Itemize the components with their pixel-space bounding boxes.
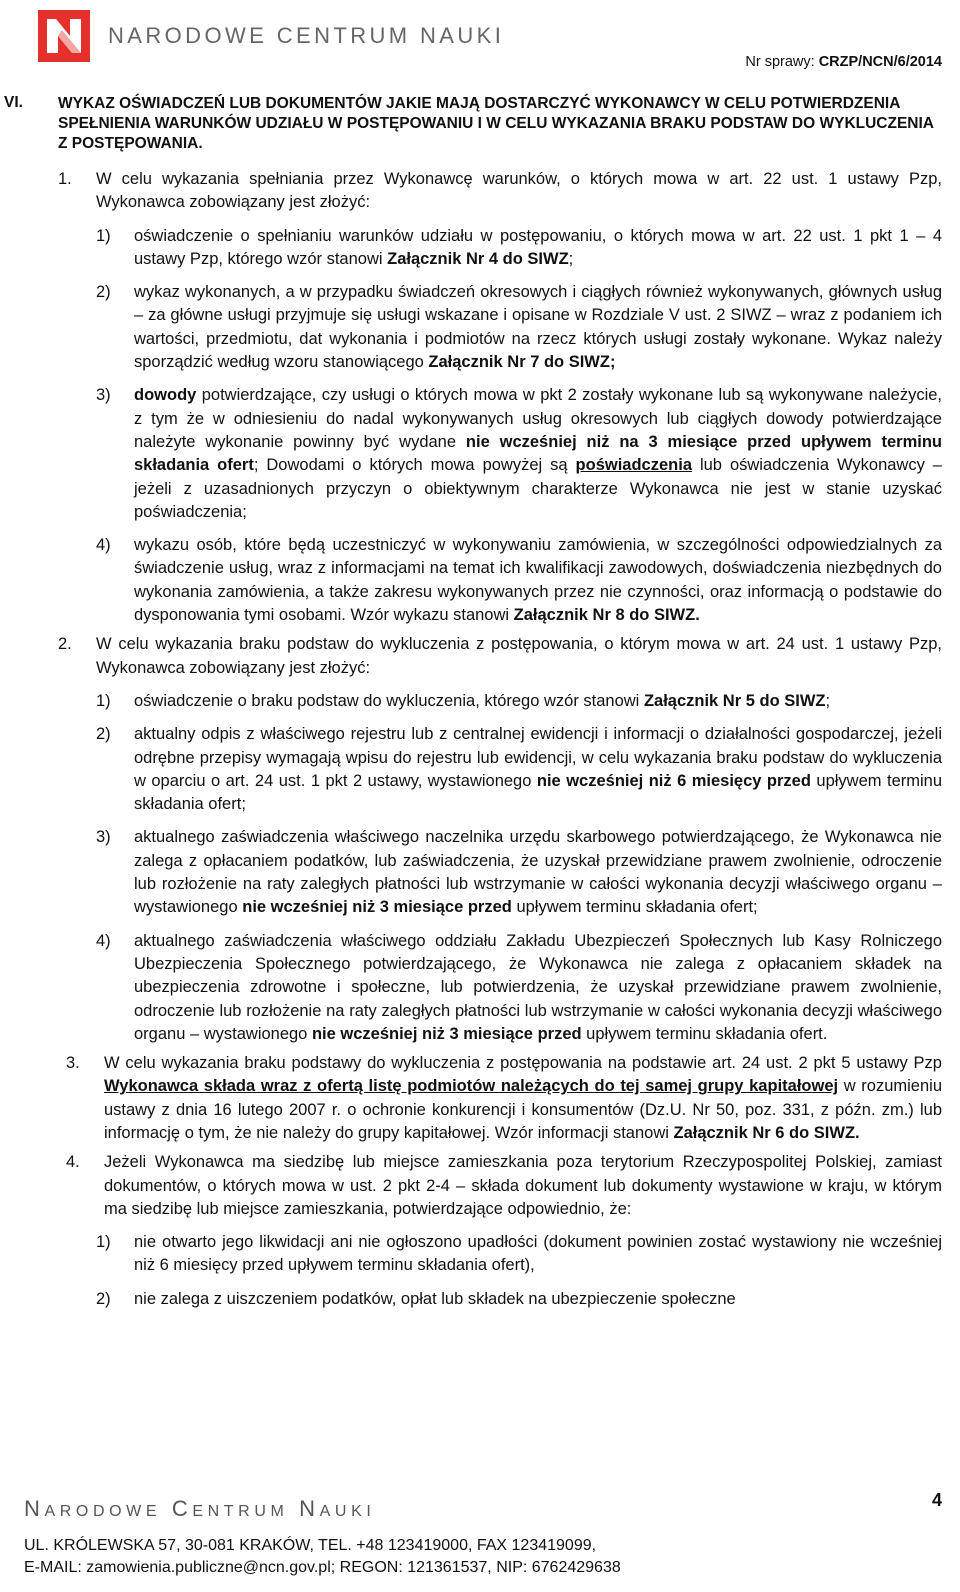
footer-contact: E-MAIL: zamowienia.publiczne@ncn.gov.pl; REGON: 121361537, NIP: 6762429638 (24, 1559, 621, 1576)
item-4-sub-1: 1) nie otwarto jego likwidacji ani nie ogłoszono upadłości (dokument powinien zostać wystawiony nie wcześniej niż 6 miesięcy przed upływem terminu składania ofert), (96, 1233, 942, 1275)
item-1-sub-4: 4) wykazu osób, które będą uczestniczyć w wykonywaniu zamówienia, w szczególności odpowiedzialnych za świadczenie usług, wraz z informacjami na temat ich kwalifikacji zawodowych, doświadczenia niezbędnych do wykonania zamówienia, a także zakresu wykonywanych przez nie czynności, oraz informacją o podstawie do dysponowania tymi osobami. Wzór wykazu stanowi Załącznik Nr 8 do SIWZ. (96, 536, 942, 625)
case-number: Nr sprawy: CRZP/NCN/6/2014 (745, 54, 942, 70)
section-title: WYKAZ OŚWIADCZEŃ LUB DOKUMENTÓW JAKIE MAJĄ DOSTARCZYĆ WYKONAWCY W CELU POTWIERDZENIA SPEŁNIENIA WARUNKÓW UDZIAŁU W POSTĘPOWANIU I W CELU WYKAZANIA BRAKU PODSTAW DO WYKLUCZENIA Z POSTĘPOWANIA. (58, 95, 934, 152)
item-2-intro: W celu wykazania braku podstaw do wykluczenia z postępowania, o którym mowa w art. 24 ust. 1 ustawy Pzp, Wykonawca zobowiązany jest złożyć: (96, 635, 942, 677)
item-1-sub-1: 1) oświadczenie o spełnianiu warunków udziału w postępowaniu, o których mowa w art. 22 ust. 1 pkt 1 – 4 ustawy Pzp, którego wzór stanowi Załącznik Nr 4 do SIWZ; (96, 226, 942, 268)
item-2-sub-3: 3) aktualnego zaświadczenia właściwego naczelnika urzędu skarbowego potwierdzającego, że Wykonawca nie zalega z opłacaniem podatków, lub zaświadczenia, że uzyskał przewidziane prawem zwolnienie, odroczenie lub rozłożenie na raty zaległych płatności lub wstrzymanie w całości wykonania decyzji właściwego organu – wystawionego nie wcześniej niż 3 miesiące przed upływem terminu składania ofert; (96, 828, 942, 917)
item-4-intro: Jeżeli Wykonawca ma siedzibę lub miejsce zamieszkania poza terytorium Rzeczypospolitej Polskiej, zamiast dokumentów, o których mowa w ust. 2 pkt 2-4 – składa dokument lub dokumenty wystawione w kraju, w którym ma siedzibę lub miejsce zamieszkania, potwierdzające odpowiednio, że: (104, 1153, 942, 1218)
ncn-logo-icon (38, 10, 90, 62)
item-1-sub-2: 2) wykaz wykonanych, a w przypadku świadczeń okresowych i ciągłych również wykonywanych, głównych usług – za główne usługi przyjmuje się usługi wskazane i opisane w Rozdziale V ust. 2 SIWZ – wraz z podaniem ich wartości, przedmiotu, dat wykonania i podmiotów na rzecz których usługi zostały wykonane. Wykaz należy sporządzić według wzoru stanowiącego Załącznik Nr 7 do SIWZ; (96, 283, 942, 372)
item-4-sub-2: 2) nie zalega z uiszczeniem podatków, opłat lub składek na ubezpieczenie społeczne (96, 1289, 736, 1308)
list-item-1: 1. W celu wykazania spełniania przez Wykonawcę warunków, o których mowa w art. 22 ust. 1 ustawy Pzp, Wykonawca zobowiązany jest złożyć: 1) oświadczenie o spełnianiu warunków udziału w postępowaniu, o których mowa w art. 22 ust. 1 pkt 1 – 4 ustawy Pzp, którego wzór stanowi Załącznik Nr 4 do SIWZ; 2) wykaz wykonanych, a w przypadku świadczeń okresowych i ciągłych również wykonywanych, głównych usług – za główne usługi przyjmuje się usługi wskazane i opisane w Rozdziale V ust. 2 SIWZ – wraz z podaniem ich wartości, przedmiotu, dat wykonania i podmiotów na rzecz których usługi zostały wykonane. Wykaz należy sporządzić według wzoru stanowiącego Załącznik Nr 7 do SIWZ; 3) dowody potwierdzające, czy usługi o których mowa w pkt 2 zostały wykonane lub są wykonywane należycie, z tym że w odniesieniu do nadal wykonywanych usług okresowych lub ciągłych dowody potwierdzające należyte wykonanie powinny być wydane nie wcześniej niż na 3 miesiące przed upływem terminu składania ofert; Dowodami o których mowa powyżej są poświadczenia lub oświadczenia Wykonawcy – jeżeli z uzasadnionych przyczyn o obiektywnym charakterze Wykonawca nie jest w stanie uzyskać poświadczenia; 4) wykazu osób, które będą uczestniczyć w wykonywaniu zamówienia, w szczególności odpowiedzialnych za świadczenie usług, wraz z informacjami na temat ich kwalifikacji zawodowych, doświadczenia niezbędnych do wykonania zamówienia, a także zakresu wykonywanych przez nie czynności, oraz informacją o podstawie do dysponowania tymi osobami. Wzór wykazu stanowi Załącznik Nr 8 do SIWZ. (58, 168, 960, 627)
header-logo (38, 10, 504, 62)
footer-address: UL. KRÓLEWSKA 57, 30-081 KRAKÓW, TEL. +48 123419000, FAX 123419099, (24, 1537, 597, 1554)
list-item-2: 2. W celu wykazania braku podstaw do wykluczenia z postępowania, o którym mowa w art. 24 ust. 1 ustawy Pzp, Wykonawca zobowiązany jest złożyć: 1) oświadczenie o braku podstaw do wykluczenia, którego wzór stanowi Załącznik Nr 5 do SIWZ; 2) aktualny odpis z właściwego rejestru lub z centralnej ewidencji i informacji o działalności gospodarczej, jeżeli odrębne przepisy wymagają wpisu do rejestru lub ewidencji, w celu wykazania braku podstaw do wykluczenia w oparciu o art. 24 ust. 1 pkt 2 ustawy, wystawionego nie wcześniej niż 6 miesięcy przed upływem terminu składania ofert; 3) aktualnego zaświadczenia właściwego naczelnika urzędu skarbowego potwierdzającego, że Wykonawca nie zalega z opłacaniem podatków, lub zaświadczenia, że uzyskał przewidziane prawem zwolnienie, odroczenie lub rozłożenie na raty zaległych płatności lub wstrzymanie w całości wykonania decyzji właściwego organu – wystawionego nie wcześniej niż 3 miesiące przed upływem terminu składania ofert; 4) aktualnego zaświadczenia właściwego oddziału Zakładu Ubezpieczeń Społecznych lub Kasy Rolniczego Ubezpieczenia Społecznego potwierdzającego, że Wykonawca nie zalega z opłacaniem składek na ubezpieczenia zdrowotne i społeczne, lub potwierdzenia, że uzyskał przewidziane prawem zwolnienie, odroczenie lub rozłożenie na raty zaległych płatności lub wstrzymanie w całości wykonania decyzji właściwego organu – wystawionego nie wcześniej niż 3 miesiące przed upływem terminu składania ofert. (58, 633, 960, 1046)
page-number: 4 (931, 1490, 942, 1510)
item-1-sub-3: 3) dowody potwierdzające, czy usługi o których mowa w pkt 2 zostały wykonane lub są wykonywane należycie, z tym że w odniesieniu do nadal wykonywanych usług okresowych lub ciągłych dowody potwierdzające należyte wykonanie powinny być wydane nie wcześniej niż na 3 miesiące przed upływem terminu składania ofert; Dowodami o których mowa powyżej są poświadczenia lub oświadczenia Wykonawcy – jeżeli z uzasadnionych przyczyn o obiektywnym charakterze Wykonawca nie jest w stanie uzyskać poświadczenia; (96, 386, 942, 521)
list-item-3: 3. W celu wykazania braku podstawy do wykluczenia z postępowania na podstawie art. 24 ust. 2 pkt 5 ustawy Pzp Wykonawca składa wraz z ofertą listę podmiotów należących do tej samej grupy kapitałowej w rozumieniu ustawy z dnia 16 lutego 2007 r. o ochronie konkurencji i konsumentów (Dz.U. Nr 50, poz. 331, z późn. zm.) lub informację o tym, że nie należy do grupy kapitałowej. Wzór informacji stanowi Załącznik Nr 6 do SIWZ. (66, 1054, 942, 1142)
section-number: VI. (4, 94, 23, 111)
header-org-name: NARODOWE CENTRUM NAUKI (108, 23, 505, 48)
list-item-4-subs (58, 1231, 960, 1311)
item-2-sub-1: 1) oświadczenie o braku podstaw do wykluczenia, którego wzór stanowi Załącznik Nr 5 do SIWZ; (96, 691, 831, 710)
item-1-intro: W celu wykazania spełniania przez Wykonawcę warunków, o których mowa w art. 22 ust. 1 ustawy Pzp, Wykonawca zobowiązany jest złożyć: (96, 170, 942, 212)
section-heading (0, 94, 960, 154)
item-2-sub-2: 2) aktualny odpis z właściwego rejestru lub z centralnej ewidencji i informacji o działalności gospodarczej, jeżeli odrębne przepisy wymagają wpisu do rejestru lub ewidencji, w celu wykazania braku podstaw do wykluczenia w oparciu o art. 24 ust. 1 pkt 2 ustawy, wystawionego nie wcześniej niż 6 miesięcy przed upływem terminu składania ofert; (96, 725, 943, 814)
list-item-4: 4. Jeżeli Wykonawca ma siedzibę lub miejsce zamieszkania poza terytorium Rzeczypospolitej Polskiej, zamiast dokumentów, o których mowa w ust. 2 pkt 2-4 – składa dokument lub dokumenty wystawione w kraju, w którym ma siedzibę lub miejsce zamieszkania, potwierdzające odpowiednio, że: (66, 1151, 960, 1221)
footer-org-name: NARODOWE CENTRUM NAUKI (24, 1496, 376, 1521)
document-body (0, 94, 960, 1311)
item-2-sub-4: 4) aktualnego zaświadczenia właściwego oddziału Zakładu Ubezpieczeń Społecznych lub Kasy Rolniczego Ubezpieczenia Społecznego potwierdzającego, że Wykonawca nie zalega z opłacaniem składek na ubezpieczenia zdrowotne i społeczne, lub potwierdzenia, że uzyskał przewidziane prawem zwolnienie, odroczenie lub rozłożenie na raty zaległych płatności lub wstrzymanie w całości wykonania decyzji właściwego organu – wystawionego nie wcześniej niż 3 miesiące przed upływem terminu składania ofert. (96, 931, 942, 1043)
